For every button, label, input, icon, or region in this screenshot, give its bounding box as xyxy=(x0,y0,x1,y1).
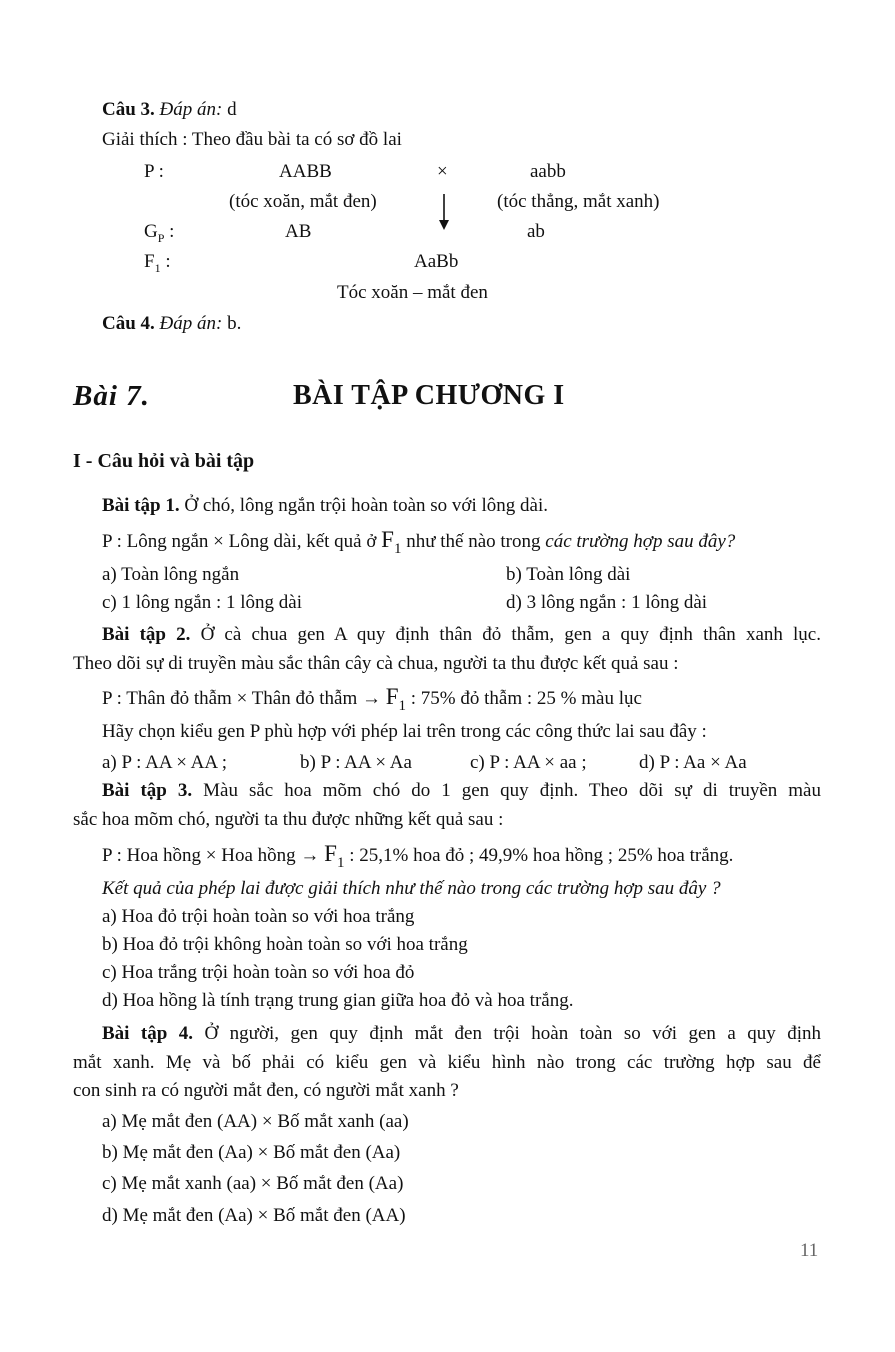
ex4-option-c: c) Mẹ mắt xanh (aa) × Bố mắt đen (Aa) xyxy=(102,1173,404,1194)
ex3-option-d: d) Hoa hồng là tính trạng trung gian giữa hoa đỏ và hoa trắng. xyxy=(102,990,574,1011)
q3-f1-phenotype: Tóc xoăn – mắt đen xyxy=(337,282,488,303)
ex3-text2: sắc hoa mõm chó, người ta thu được những kết quả sau : xyxy=(73,809,504,830)
q3-gamete1: AB xyxy=(285,221,312,242)
q3-answer-label: Đáp án: xyxy=(159,99,223,120)
ex1-intro xyxy=(102,494,548,518)
ex2-option-b: b) P : AA × Aa xyxy=(300,752,412,773)
ex2-cross-b: : 75% đỏ thẫm : 25 % màu lục xyxy=(410,688,642,709)
ex3-f-sub: 1 xyxy=(336,855,345,871)
ex1-f: F xyxy=(381,527,394,552)
ex1-cross xyxy=(102,526,735,557)
ex1-cross-b: như thế nào trong xyxy=(406,531,541,552)
q3-pheno2: (tóc thẳng, mắt xanh) xyxy=(497,191,660,212)
q3-explain: Giải thích : Theo đầu bài ta có sơ đồ lai xyxy=(102,129,402,150)
ex4-text1: Ở người, gen quy định mắt đen trội hoàn toàn so với gen a quy định xyxy=(204,1023,821,1044)
ex2-cross xyxy=(102,683,642,714)
q3-answer: d xyxy=(227,99,237,120)
ex4-intro xyxy=(102,1022,821,1046)
ex1-f-sub: 1 xyxy=(393,541,402,557)
q4-answer-line xyxy=(102,312,241,336)
ex4-text2: mắt xanh. Mẹ và bố phải có kiểu gen và kiểu hình nào trong các trường hợp sau để xyxy=(73,1052,821,1073)
q3-g-sub: P xyxy=(157,231,165,245)
ex2-text1: Ở cà chua gen A quy định thân đỏ thẫm, gen a quy định thân xanh lục. xyxy=(200,624,821,645)
ex3-option-b: b) Hoa đỏ trội không hoàn toàn so với hoa trắng xyxy=(102,934,468,955)
ex4-option-a: a) Mẹ mắt đen (AA) × Bố mắt xanh (aa) xyxy=(102,1111,409,1132)
q3-answer-line xyxy=(102,98,237,122)
ex2-intro xyxy=(102,623,821,647)
ex4-label: Bài tập 4. xyxy=(102,1023,194,1044)
ex3-f: F xyxy=(324,841,337,866)
ex2-f-sub: 1 xyxy=(398,698,407,714)
ex1-option-d: d) 3 lông ngắn : 1 lông dài xyxy=(506,592,708,613)
ex3-question: Kết quả của phép lai được giải thích như thế nào trong các trường hợp sau đây ? xyxy=(102,878,721,899)
q3-f1-colon: : xyxy=(165,251,171,272)
q3-cross-sign: × xyxy=(437,161,448,182)
q4-label: Câu 4. xyxy=(102,313,155,334)
ex2-option-a: a) P : AA × AA ; xyxy=(102,752,228,773)
ex3-intro xyxy=(102,779,821,803)
q3-label: Câu 3. xyxy=(102,99,155,120)
section-heading: I - Câu hỏi và bài tập xyxy=(73,450,255,472)
q3-parent2: aabb xyxy=(530,161,566,182)
ex2-option-d: d) P : Aa × Aa xyxy=(639,752,747,773)
ex2-question: Hãy chọn kiểu gen P phù hợp với phép lai trên trong các công thức lai sau đây : xyxy=(102,721,707,742)
ex3-option-c: c) Hoa trắng trội hoàn toàn so với hoa đỏ xyxy=(102,962,415,983)
q3-f1-letter: F xyxy=(144,251,155,272)
ex2-cross-a: P : Thân đỏ thẫm × Thân đỏ thẫm → xyxy=(102,688,381,709)
ex1-option-b: b) Toàn lông dài xyxy=(506,564,631,585)
ex1-label: Bài tập 1. xyxy=(102,495,180,516)
ex4-text3: con sinh ra có người mắt đen, có người mắt xanh ? xyxy=(73,1080,459,1101)
ex1-text: Ở chó, lông ngắn trội hoàn toàn so với lông dài. xyxy=(184,495,548,516)
q3-g-colon: : xyxy=(169,221,175,242)
ex2-text2: Theo dõi sự di truyền màu sắc thân cây cà chua, người ta thu được kết quả sau : xyxy=(73,653,679,674)
lesson-number: Bài 7. xyxy=(73,380,150,412)
q3-f1-label xyxy=(144,250,171,275)
ex4-option-d: d) Mẹ mắt đen (Aa) × Bố mắt đen (AA) xyxy=(102,1205,406,1226)
down-arrow-icon xyxy=(434,192,454,232)
ex3-option-a: a) Hoa đỏ trội hoàn toàn so với hoa trắng xyxy=(102,906,415,927)
ex3-cross-b: : 25,1% hoa đỏ ; 49,9% hoa hồng ; 25% hoa trắng. xyxy=(349,845,734,866)
ex2-label: Bài tập 2. xyxy=(102,624,191,645)
ex1-option-c: c) 1 lông ngắn : 1 lông dài xyxy=(102,592,302,613)
ex3-cross-a: P : Hoa hồng × Hoa hồng → xyxy=(102,845,320,866)
q3-gamete2: ab xyxy=(527,221,545,242)
ex3-label: Bài tập 3. xyxy=(102,780,193,801)
q3-f1-genotype: AaBb xyxy=(414,251,459,272)
ex2-option-c: c) P : AA × aa ; xyxy=(470,752,587,773)
q3-f1-sub: 1 xyxy=(154,261,161,275)
ex1-option-a: a) Toàn lông ngắn xyxy=(102,564,240,585)
q4-answer: b. xyxy=(227,313,242,334)
ex3-cross xyxy=(102,840,733,871)
q3-g-letter: G xyxy=(144,221,158,242)
q3-p-label: P : xyxy=(144,161,164,182)
q3-gamete-label xyxy=(144,220,174,245)
page-number: 11 xyxy=(800,1240,819,1261)
q4-answer-label: Đáp án: xyxy=(159,313,223,334)
ex1-cross-c: các trường hợp sau đây? xyxy=(545,531,736,552)
ex4-option-b: b) Mẹ mắt đen (Aa) × Bố mắt đen (Aa) xyxy=(102,1142,401,1163)
lesson-title: BÀI TẬP CHƯƠNG I xyxy=(293,380,565,411)
q3-parent1: AABB xyxy=(279,161,332,182)
q3-pheno1: (tóc xoăn, mắt đen) xyxy=(229,191,377,212)
ex1-cross-a: P : Lông ngắn × Lông dài, kết quả ở xyxy=(102,531,377,552)
ex2-f: F xyxy=(385,684,399,709)
ex3-text1: Màu sắc hoa mõm chó do 1 gen quy định. Theo dõi sự di truyền màu xyxy=(203,780,821,801)
